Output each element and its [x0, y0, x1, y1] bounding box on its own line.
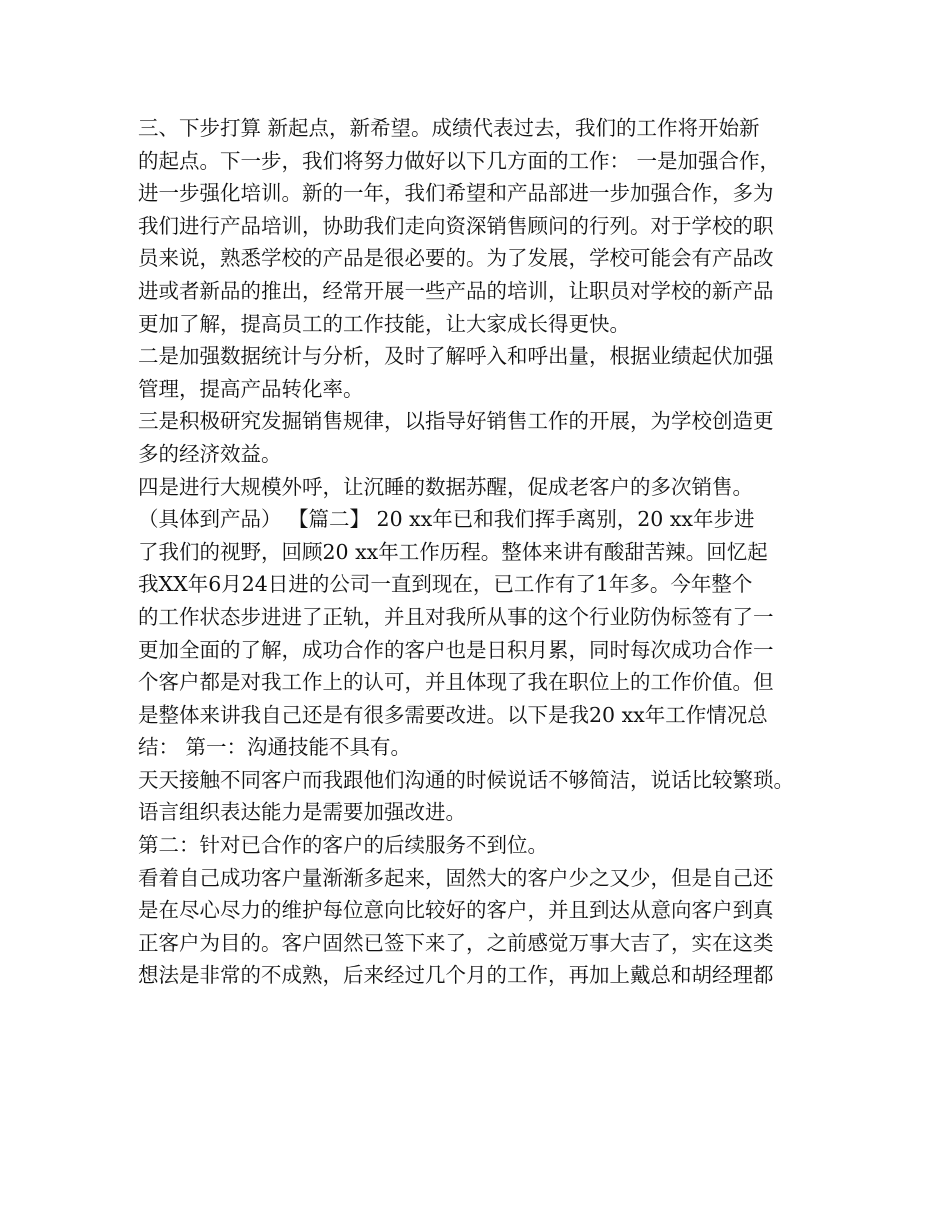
- text-line: 三是积极研究发掘销售规律，以指导好销售工作的开展，为学校创造更: [138, 409, 774, 434]
- text-line: 我XX年6月24日进的公司一直到现在，已工作有了1年多。今年整个: [138, 572, 753, 597]
- text-line: 第二：针对已合作的客户的后续服务不到位。: [138, 833, 548, 858]
- text-line: 了我们的视野，回顾20 xx年工作历程。整体来讲有酸甜苦辣。回忆起: [138, 539, 768, 564]
- text-line: 二是加强数据统计与分析，及时了解呼入和呼出量，根据业绩起伏加强: [138, 344, 774, 369]
- text-line: 三、下步打算 新起点，新希望。成绩代表过去，我们的工作将开始新: [138, 116, 760, 140]
- text-line: 正客户为目的。客户固然已签下来了，之前感觉万事大吉了，实在这类: [138, 930, 774, 955]
- text-line: 进或者新品的推出，经常开展一些产品的培训，让职员对学校的新产品: [138, 278, 774, 303]
- text-line: 员来说，熟悉学校的产品是很必要的。为了发展，学校可能会有产品改: [138, 246, 774, 271]
- text-line: 的工作状态步进进了正轨，并且对我所从事的这个行业防伪标签有了一: [138, 604, 774, 629]
- document-body: [138, 112, 838, 992]
- text-line: 四是进行大规模外呼，让沉睡的数据苏醒，促成老客户的多次销售。: [138, 474, 753, 499]
- text-line: （具体到产品） 【篇二】 20 xx年已和我们挥手离别，20 xx年步进: [138, 507, 755, 532]
- text-line: 个客户都是对我工作上的认可，并且体现了我在职位上的工作价值。但: [138, 670, 774, 695]
- text-line: 更加全面的了解，成功合作的客户也是日积月累，同时每次成功合作一: [138, 637, 774, 662]
- text-line: 管理，提高产品转化率。: [138, 376, 364, 401]
- text-line: 多的经济效益。: [138, 441, 282, 466]
- text-line: 进一步强化培训。新的一年，我们希望和产品部进一步加强合作，多为: [138, 181, 774, 206]
- text-line: 看着自己成功客户量渐渐多起来，固然大的客户少之又少，但是自己还: [138, 865, 774, 890]
- text-line: 我们进行产品培训，协助我们走向资深销售顾问的行列。对于学校的职: [138, 213, 774, 238]
- text-line: 更加了解，提高员工的工作技能，让大家成长得更快。: [138, 311, 630, 336]
- text-line: 结： 第一：沟通技能不具有。: [138, 735, 412, 760]
- text-line: 的起点。下一步，我们将努力做好以下几方面的工作： 一是加强合作，: [138, 148, 781, 173]
- text-line: 是整体来讲我自己还是有很多需要改进。以下是我20 xx年工作情况总: [138, 702, 768, 727]
- text-line: 想法是非常的不成熟，后来经过几个月的工作，再加上戴总和胡经理都: [138, 963, 774, 988]
- text-line: 语言组织表达能力是需要加强改进。: [138, 800, 466, 825]
- text-line: 天天接触不同客户而我跟他们沟通的时候说话不够简洁，说话比较繁琐。: [138, 767, 794, 792]
- text-line: 是在尽心尽力的维护每位意向比较好的客户，并且到达从意向客户到真: [138, 898, 774, 923]
